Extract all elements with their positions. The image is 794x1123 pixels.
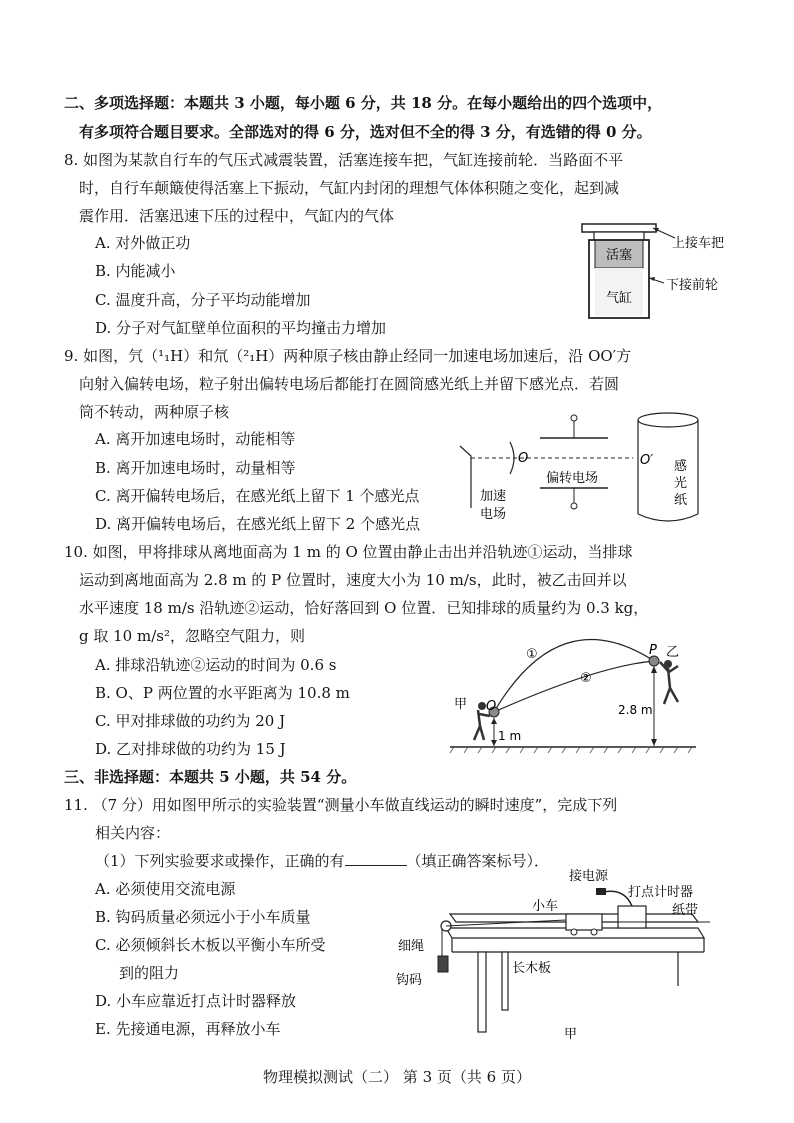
tape-label: 纸带 (672, 903, 699, 918)
q9-electric-field-figure (458, 408, 710, 530)
timer-label: 打点计时器 (628, 885, 694, 900)
q10-stem-line3: 水平速度 18 m/s 沿轨迹②运动，恰好落回到 O 位置．已知排球的质量约为 0.3 kg， (79, 599, 649, 617)
height-p-label: 2.8 m (618, 703, 653, 717)
q8-option-b: B. 内能减小 (95, 262, 176, 280)
paper-label-1: 感 (674, 459, 688, 474)
section3-line1: 三、非选择题：本题共 5 小题，共 54 分。 (64, 768, 357, 786)
q11-option-b: B. 钩码质量必须远小于小车质量 (95, 908, 311, 926)
q9-option-a: A. 离开加速电场时，动能相等 (95, 430, 296, 448)
q11-sub1-suffix: （填正确答案标号）． (406, 852, 550, 870)
accel-field-label-2: 电场 (480, 507, 507, 522)
piston-label: 活塞 (605, 248, 633, 263)
point-o-label: O (486, 699, 497, 714)
track-1-label: ① (526, 647, 538, 662)
section2-line1: 二、多项选择题：本题共 3 小题，每小题 6 分，共 18 分。在每小题给出的四个选项中， (64, 94, 663, 112)
page-footer: 物理模拟测试（二） 第 3 页（共 6 页） (263, 1068, 531, 1086)
player-yi-label: 乙 (666, 645, 680, 660)
q10-option-c: C. 甲对排球做的功约为 20 J (95, 712, 286, 730)
q10-volleyball-figure (448, 636, 700, 758)
q8-stem-line1: 8. 如图为某款自行车的气压式减震装置，活塞连接车把，气缸连接前轮．当路面不平 (64, 151, 624, 169)
point-o-label: O (518, 451, 529, 466)
q10-option-b: B. O、P 两位置的水平距离为 10.8 m (95, 684, 350, 702)
q10-option-d: D. 乙对排球做的功约为 15 J (95, 740, 286, 758)
cylinder-label: 气缸 (605, 291, 633, 306)
q11-stem-line1: 11. （7 分）用如图甲所示的实验装置“测量小车做直线运动的瞬时速度”，完成下列 (64, 796, 618, 814)
q10-stem-line4: g 取 10 m/s²，忽略空气阻力，则 (79, 627, 305, 645)
q11-option-c-cont: 到的阻力 (119, 964, 180, 982)
player-yi-figure (660, 660, 678, 704)
bottom-connection-label: 下接前轮 (666, 278, 719, 293)
point-p-label: P (649, 643, 657, 658)
q8-shock-absorber-figure (560, 222, 730, 322)
section2-line2: 有多项符合题目要求。全部选对的得 6 分，选对但不全的得 3 分，有选错的得 0 分。 (79, 123, 652, 141)
q9-stem-line2: 向射入偏转电场，粒子射出偏转电场后都能打在圆筒感光纸上并留下感光点．若圆 (79, 375, 620, 393)
paper-label-3: 纸 (674, 493, 688, 508)
player-jia-label: 甲 (454, 697, 468, 712)
q11-option-d: D. 小车应靠近打点计时器释放 (95, 992, 297, 1010)
deflection-field-label: 偏转电场 (546, 471, 599, 486)
height-o-label: 1 m (498, 729, 522, 743)
q8-option-a: A. 对外做正功 (95, 234, 191, 252)
weight-label: 钩码 (396, 973, 423, 988)
paper-label-2: 光 (674, 476, 688, 491)
q11-option-a: A. 必须使用交流电源 (95, 880, 236, 898)
board-label: 长木板 (512, 961, 552, 976)
q8-stem-line3: 震作用．活塞迅速下压的过程中，气缸内的气体 (79, 207, 395, 225)
accel-field-label-1: 加速 (480, 489, 507, 504)
cart-label: 小车 (532, 899, 559, 914)
q10-stem-line2: 运动到离地面高为 2.8 m 的 P 位置时，速度大小为 10 m/s，此时，被乙击回并以 (79, 571, 627, 589)
q11-answer-blank[interactable] (345, 851, 407, 866)
q11-stem-line2: 相关内容： (95, 824, 171, 842)
q11-option-c: C. 必须倾斜长木板以平衡小车所受 (95, 936, 326, 954)
q8-option-d: D. 分子对气缸壁单位面积的平均撞击力增加 (95, 319, 387, 337)
point-o-prime-label: O′ (640, 453, 654, 468)
q10-stem-line1: 10. 如图，甲将排球从离地面高为 1 m 的 O 位置由静止击出并沿轨迹①运动，当排球 (64, 543, 633, 561)
q10-option-a: A. 排球沿轨迹②运动的时间为 0.6 s (95, 656, 337, 674)
track-2-label: ② (580, 671, 592, 686)
rope-label: 细绳 (398, 939, 425, 954)
q8-option-c: C. 温度升高，分子平均动能增加 (95, 291, 311, 309)
q11-option-e: E. 先接通电源，再释放小车 (95, 1020, 281, 1038)
top-connection-label: 上接车把 (672, 236, 725, 251)
figure-caption-jia: 甲 (564, 1027, 578, 1042)
q9-option-d: D. 离开偏转电场后，在感光纸上留下 2 个感光点 (95, 515, 421, 533)
q9-stem-line3: 筒不转动，两种原子核 (79, 403, 230, 421)
q11-experiment-figure (392, 866, 712, 1044)
q8-stem-line2: 时，自行车颠簸使得活塞上下振动，气缸内封闭的理想气体体积随之变化，起到减 (79, 179, 620, 197)
power-label: 接电源 (569, 869, 609, 884)
q9-stem-line1: 9. 如图，氕（¹₁H）和氘（²₁H）两种原子核由静止经同一加速电场加速后，沿 OO′方 (64, 347, 632, 365)
q11-sub1-prompt: （1）下列实验要求或操作，正确的有 (95, 852, 345, 870)
q9-option-b: B. 离开加速电场时，动量相等 (95, 459, 296, 477)
q9-option-c: C. 离开偏转电场后，在感光纸上留下 1 个感光点 (95, 487, 420, 505)
